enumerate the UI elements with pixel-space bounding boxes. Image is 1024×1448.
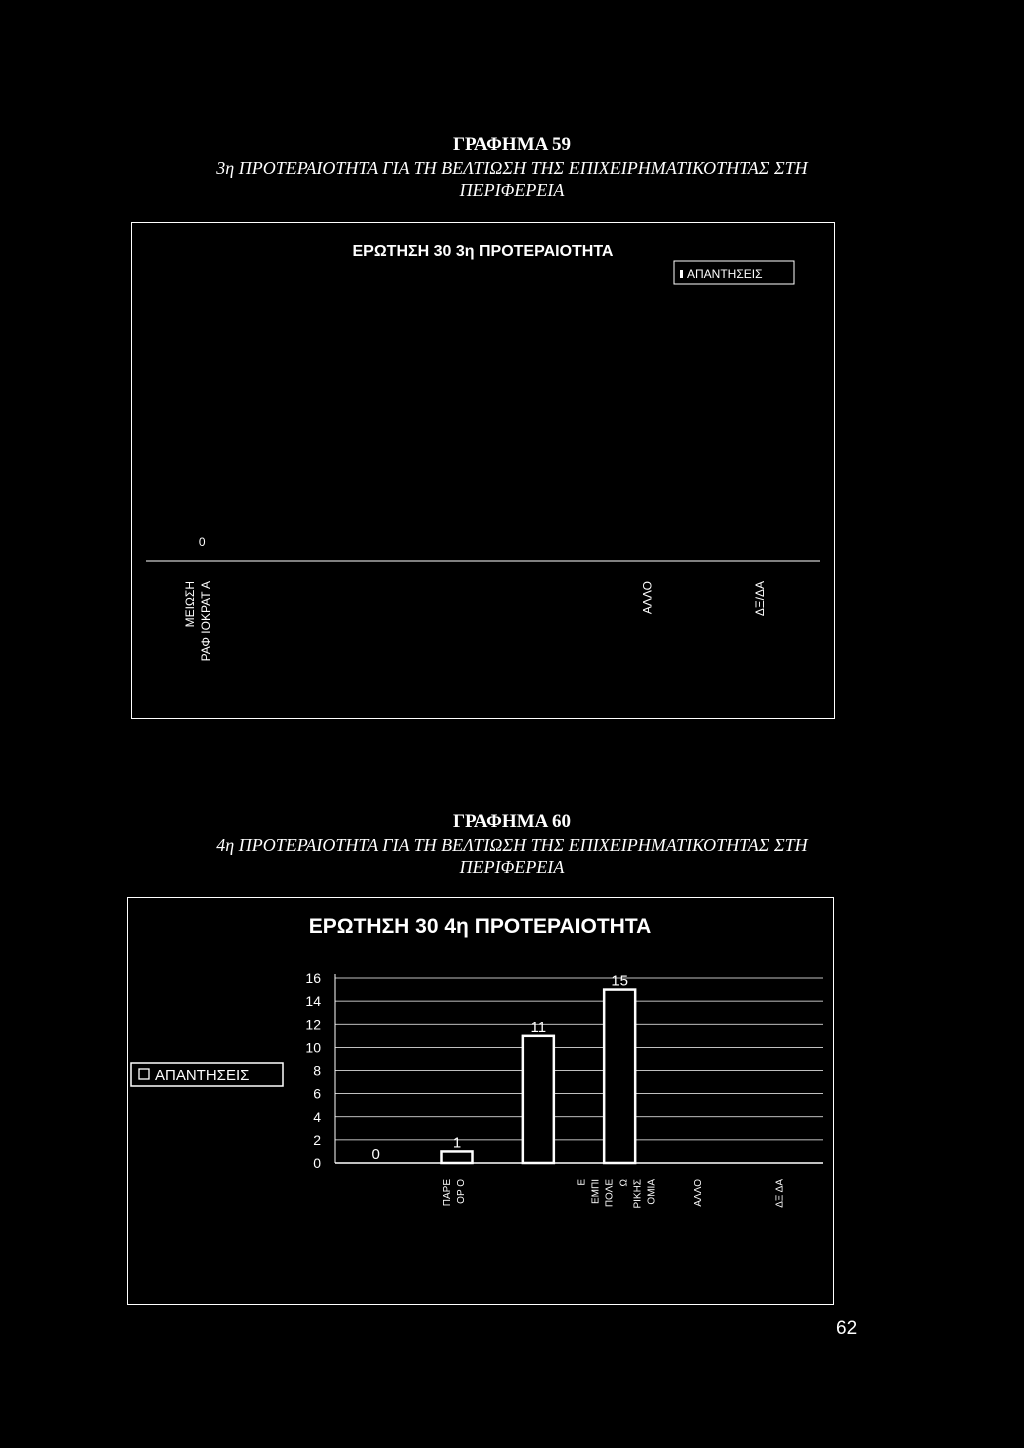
chart-60-tick-label: ΔΞ ΔΑ: [774, 1179, 786, 1208]
chart-60-y-tick-label: 2: [313, 1131, 321, 1148]
figure-60-caption-line2: ΠΕΡΙΦΕΡΕΙΑ: [459, 857, 565, 877]
chart-60-bar: [523, 1036, 554, 1163]
chart-60-tick-label: Ε: [576, 1179, 588, 1186]
chart-60-data-label: 1: [452, 1134, 462, 1152]
chart-60-tick-label: Ω: [618, 1179, 630, 1187]
chart-60-tick-label: ΟΡ Ο: [456, 1179, 467, 1204]
chart-60-y-tick-label: 8: [313, 1062, 321, 1079]
chart-59-tick-label: ΡΑΦ ΙΟΚΡΑΤ Α: [199, 581, 214, 662]
figure-59-heading: [0, 133, 1024, 201]
chart-60-tick-label: ΟΜΙΑ: [646, 1179, 658, 1205]
chart-59-svg: [132, 223, 834, 718]
chart-59-frame: [131, 222, 835, 719]
chart-59-tick-label: ΔΞ/ΔΑ: [752, 581, 767, 617]
chart-59-data-label: 0: [198, 535, 206, 549]
chart-60-title: ΕΡΩΤΗΣΗ 30 4η ΠΡΟΤΕΡΑΙΟΤΗΤΑ: [308, 915, 652, 938]
figure-60-caption-line1: 4η ΠΡΟΤΕΡΑΙΟΤΗΤΑ ΓΙΑ ΤΗ ΒΕΛΤΙΩΣΗ ΤΗΣ ΕΠΙΧΕΙΡΗΜΑΤΙΚΟΤΗΤΑΣ ΣΤΗ: [216, 835, 808, 855]
chart-60-tick-label: ΠΟΛΕ: [604, 1179, 616, 1208]
chart-60-svg: [128, 898, 833, 1304]
figure-59-caption-line2: ΠΕΡΙΦΕΡΕΙΑ: [459, 180, 565, 200]
chart-60-bar: [604, 990, 635, 1163]
page-number: 62: [836, 1318, 858, 1339]
chart-60-y-tick-label: 14: [305, 993, 321, 1010]
chart-59-legend-swatch: [680, 270, 683, 278]
chart-60-data-label: 11: [530, 1018, 547, 1036]
chart-60-y-tick-label: 4: [313, 1108, 321, 1125]
chart-60-y-tick-label: 6: [313, 1085, 321, 1102]
chart-59-tick-label: ΜΕΙΩΣΗ: [183, 581, 198, 628]
chart-60-y-tick-label: 0: [313, 1155, 321, 1171]
figure-60-heading: [0, 810, 1024, 878]
chart-60-legend-swatch: [139, 1069, 149, 1079]
chart-60-tick-label: ΡΙΚΗΣ: [632, 1179, 644, 1209]
chart-59-title: ΕΡΩΤΗΣΗ 30 3η ΠΡΟΤΕΡΑΙΟΤΗΤΑ: [352, 243, 614, 260]
chart-60-data-label: 0: [371, 1146, 380, 1163]
chart-60-tick-label: ΑΛΛΟ: [693, 1179, 704, 1207]
chart-60-tick-label: ΕΜΠΙ: [590, 1179, 602, 1204]
chart-60-tick-label: ΠΑΡΕ: [442, 1179, 453, 1207]
chart-60-y-tick-label: 16: [305, 970, 321, 986]
chart-60-legend-label: ΑΠΑΝΤΗΣΕΙΣ: [155, 1067, 250, 1084]
chart-60-frame: [127, 897, 834, 1305]
chart-59-tick-label: ΑΛΛΟ: [640, 581, 655, 615]
figure-59-caption-line1: 3η ΠΡΟΤΕΡΑΙΟΤΗΤΑ ΓΙΑ ΤΗ ΒΕΛΤΙΩΣΗ ΤΗΣ ΕΠΙΧΕΙΡΗΜΑΤΙΚΟΤΗΤΑΣ ΣΤΗ: [216, 158, 808, 178]
chart-60-bar: [442, 1151, 473, 1163]
figure-59-number: ΓΡΑΦΗΜΑ 59: [452, 134, 572, 155]
chart-60-y-tick-label: 12: [305, 1016, 321, 1033]
chart-60-data-label: 15: [611, 972, 629, 990]
chart-60-y-tick-label: 10: [305, 1039, 321, 1056]
figure-60-number: ΓΡΑΦΗΜΑ 60: [452, 811, 572, 832]
chart-59-legend-label: ΑΠΑΝΤΗΣΕΙΣ: [687, 267, 763, 281]
